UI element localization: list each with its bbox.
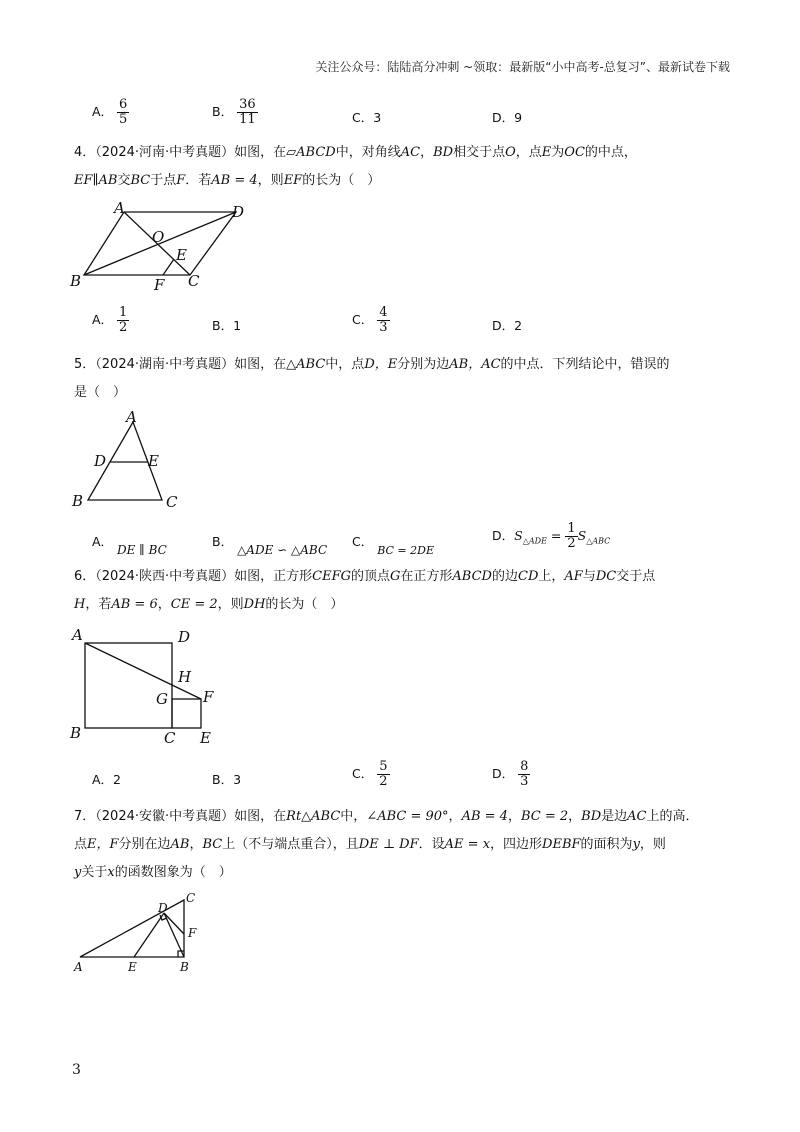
q4-source: （2024·河南·中考真题） [95, 145, 235, 160]
q5-option-c-expr: BC = 2DE [377, 544, 434, 557]
q5-option-a-label: A． [92, 534, 114, 549]
q7-line-1: 7．（2024·安徽·中考真题）如图，在Rt△ABC中，∠ABC = 90°，AB = 4，BC = 2，BD是边AC上的高． [74, 809, 699, 824]
q4-option-c[interactable] [352, 306, 390, 335]
q4-label-c: C [188, 272, 200, 290]
q5-line-2: 是（ ） [74, 385, 127, 400]
q3-option-b-fraction: $\frac{36}{11}$ [239, 97, 256, 127]
q6-label-e: E [200, 729, 211, 747]
q7-label-b: B [180, 960, 189, 974]
q3-option-b[interactable] [212, 98, 258, 127]
q6-label-d: D [178, 628, 191, 646]
q5-label-a: A [126, 408, 137, 426]
q6-option-b[interactable]: B．3 [212, 772, 242, 787]
q6-square-abcd [85, 643, 172, 728]
q6-label-h: H [178, 668, 192, 686]
q6-option-d[interactable] [492, 760, 530, 789]
q4-option-a-label: A． [92, 312, 114, 327]
q7-label-e: E [128, 960, 137, 974]
q5-figure [62, 408, 192, 514]
q5-line-1: 5．（2024·湖南·中考真题）如图，在△ABC中，点D，E分别为边AB，AC的中点．下列结论中，错误的 [74, 357, 670, 372]
q6-label-a: A [72, 626, 83, 644]
q5-label-d: D [94, 452, 107, 470]
q4-label-b: B [70, 272, 82, 290]
q4-option-c-fraction: $\frac{4}{3}$ [379, 305, 388, 335]
q3-option-d[interactable]: D．9 [492, 110, 523, 125]
q7-label-f: F [188, 926, 197, 940]
q5-source: （2024·湖南·中考真题） [95, 357, 235, 372]
q5-option-d-label: D． [492, 528, 515, 543]
q5-option-c-label: C． [352, 534, 374, 549]
q5-option-b-expr: △ADE ∽ △ABC [237, 543, 328, 557]
q4-label-f: F [154, 276, 165, 294]
q7-label-a: A [74, 960, 83, 974]
page-header: 关注公众号：陆陆高分冲刺 ~领取：最新版“小中高考-总复习”、最新试卷下载 [315, 60, 730, 74]
q3-option-a-label: A． [92, 104, 114, 119]
q7-segment-df [164, 913, 184, 934]
q4-segment-ef [163, 259, 174, 275]
q5-option-d[interactable]: D．$S_{\triangle ADE}$ = $\frac{1}{2}$ $S_{\triangle ABC}$ [492, 521, 611, 551]
q4-line-2: EF∥AB交BC于点F．若AB = 4，则EF的长为（ ） [74, 173, 381, 188]
q7-figure [60, 886, 220, 986]
q3-option-a[interactable] [92, 98, 129, 127]
q4-option-d[interactable]: D．2 [492, 318, 523, 333]
q7-label-c: C [186, 891, 196, 905]
q6-label-g: G [156, 690, 168, 708]
q5-label-e: E [148, 452, 159, 470]
q3-option-c[interactable]: C．3 [352, 110, 382, 125]
q5-option-a-expr: DE ∥ BC [117, 543, 167, 557]
q5-option-a[interactable] [92, 532, 167, 557]
q7-line-3: y关于x的函数图象为（ ） [74, 865, 232, 880]
q7-label-d: D [158, 901, 168, 915]
q4-option-b[interactable]: B．1 [212, 318, 242, 333]
q4-option-a-fraction: $\frac{1}{2}$ [119, 305, 128, 335]
q4-label-a: A [114, 199, 125, 217]
q6-option-c-label: C． [352, 766, 374, 781]
q6-label-b: B [70, 724, 82, 742]
q6-option-d-fraction: $\frac{8}{3}$ [520, 759, 529, 789]
q7-source: （2024·安徽·中考真题） [95, 809, 235, 824]
q4-label-d: D [232, 203, 245, 221]
q4-label-o: O [152, 228, 165, 246]
q6-option-d-label: D． [492, 766, 515, 781]
q5-label-b: B [72, 492, 84, 510]
q6-option-c[interactable] [352, 760, 390, 789]
q5-label-c: C [166, 493, 178, 511]
q5-option-d-fraction: $\frac{1}{2}$ [567, 521, 576, 551]
q3-option-b-label: B． [212, 104, 234, 119]
q4-option-a[interactable] [92, 306, 129, 335]
q6-option-c-fraction: $\frac{5}{2}$ [379, 759, 388, 789]
q7-triangle-shape [80, 900, 184, 957]
q4-label-e: E [176, 246, 187, 264]
q5-option-b-label: B． [212, 534, 234, 549]
q4-line-1: 4．（2024·河南·中考真题）如图，在▱ABCD中，对角线AC，BD相交于点O，点E为OC的中点， [74, 145, 637, 160]
q6-number: 6． [74, 569, 96, 584]
q7-number: 7． [74, 809, 96, 824]
q6-label-c: C [164, 729, 176, 747]
q6-label-f: F [203, 688, 214, 706]
q4-number: 4． [74, 145, 96, 160]
q6-square-cefg [172, 699, 201, 728]
q5-number: 5． [74, 357, 96, 372]
q5-option-b[interactable] [212, 532, 328, 557]
page-number: 3 [72, 1062, 81, 1078]
q7-line-2: 点E，F分别在边AB，BC上（不与端点重合），且DE ⊥ DF．设AE = x，四边形DEBF的面积为y，则 [74, 837, 666, 852]
q6-line-2: H，若AB = 6，CE = 2，则DH的长为（ ） [74, 597, 344, 612]
q3-option-a-fraction: $\frac{6}{5}$ [119, 97, 128, 127]
q4-option-c-label: C． [352, 312, 374, 327]
q4-figure [60, 198, 270, 298]
q6-source: （2024·陕西·中考真题） [95, 569, 235, 584]
q6-option-a[interactable]: A．2 [92, 772, 122, 787]
q5-option-c[interactable] [352, 532, 434, 557]
q6-figure [60, 622, 230, 752]
q6-line-1: 6．（2024·陕西·中考真题）如图，正方形CEFG的顶点G在正方形ABCD的边CD上，AF与DC交于点 [74, 569, 656, 584]
